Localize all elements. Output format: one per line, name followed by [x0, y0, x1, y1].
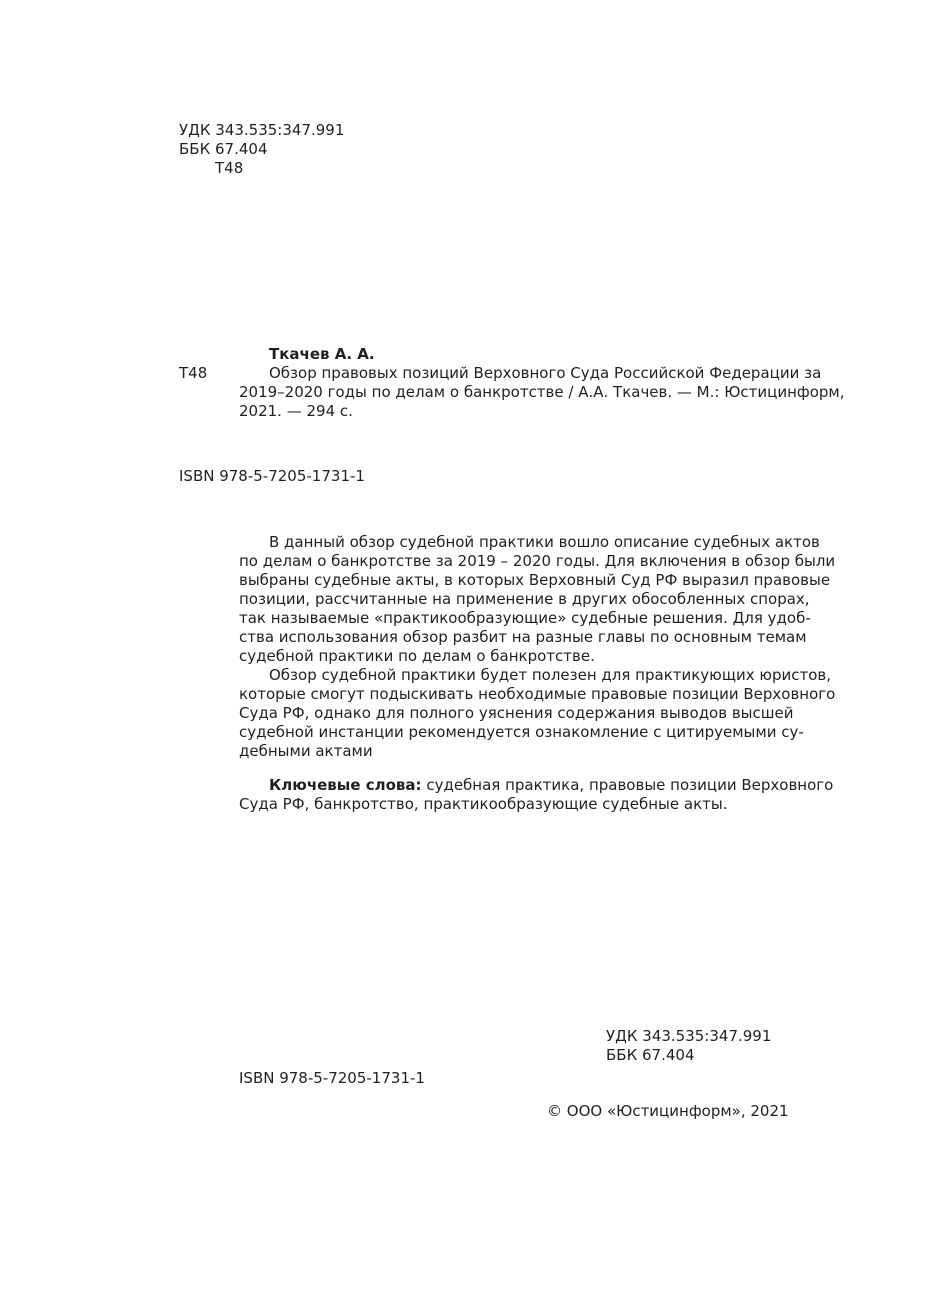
shelf-mark: Т48 — [179, 364, 208, 382]
isbn-bottom: ISBN 978-5-7205-1731-1 — [239, 1069, 425, 1087]
keywords — [239, 776, 834, 814]
udk-code: УДК 343.535:347.991 — [606, 1027, 772, 1045]
keywords-line: Суда РФ, банкротство, практикообразующие судебные акты. — [239, 795, 728, 813]
keywords-line — [239, 776, 834, 795]
bibliographic-description — [239, 364, 845, 421]
bbk-code: ББК 67.404 — [179, 140, 268, 158]
abstract-line: позиции, рассчитанные на применение в других обособленных спорах, — [239, 590, 810, 608]
abstract-line: выбраны судебные акты, в которых Верховный Суд РФ выразил правовые — [239, 571, 831, 589]
keywords-text: судебная практика, правовые позиции Верховного — [421, 776, 834, 794]
abstract-line: так называемые «практикообразующие» судебные решения. Для удоб- — [239, 609, 811, 627]
abstract-line: которые смогут подыскивать необходимые правовые позиции Верховного — [239, 685, 836, 703]
top-classification-codes — [179, 121, 344, 178]
udk-code: УДК 343.535:347.991 — [179, 121, 345, 139]
copyright: © ООО «Юстицинформ», 2021 — [547, 1102, 789, 1120]
abstract-line: Суда РФ, однако для полного уяснения содержания выводов высшей — [239, 704, 794, 722]
abstract-line: Обзор судебной практики будет полезен для практикующих юристов, — [269, 666, 832, 684]
abstract-line: судебной инстанции рекомендуется ознакомление с цитируемыми су- — [239, 723, 804, 741]
abstract-line: дебными актами — [239, 742, 373, 760]
keywords-label: Ключевые слова: — [269, 776, 422, 794]
author-name: Ткачев А. А. — [269, 345, 375, 363]
abstract-line: ства использования обзор разбит на разные главы по основным темам — [239, 628, 807, 646]
bbk-code: ББК 67.404 — [606, 1046, 695, 1064]
abstract-line: по делам о банкротстве за 2019 – 2020 годы. Для включения в обзор были — [239, 552, 836, 570]
abstract-line: В данный обзор судебной практики вошло описание судебных актов — [269, 533, 820, 551]
title-line: Обзор правовых позиций Верховного Суда Российской Федерации за — [269, 364, 822, 382]
abstract-line: судебной практики по делам о банкротстве. — [239, 647, 595, 665]
abstract — [239, 533, 836, 761]
isbn-top: ISBN 978-5-7205-1731-1 — [179, 467, 365, 485]
bottom-classification-codes — [606, 1027, 771, 1065]
author-mark: Т48 — [215, 159, 244, 177]
title-line: 2021. — 294 с. — [239, 402, 353, 420]
title-line: 2019–2020 годы по делам о банкротстве / А.А. Ткачев. — М.: Юстицинформ, — [239, 383, 845, 401]
